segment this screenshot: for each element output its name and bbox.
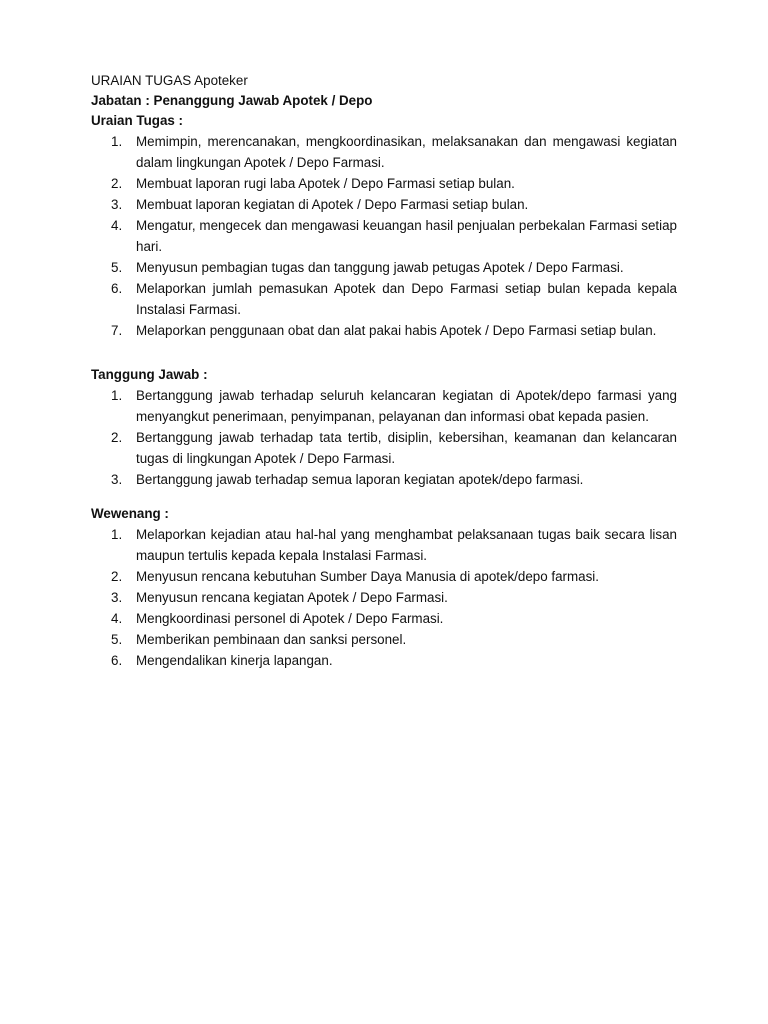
item-number: 3. xyxy=(111,472,123,487)
list-item xyxy=(91,320,677,341)
list-item xyxy=(91,385,677,427)
item-text: Memimpin, merencanakan, mengkoordinasikan, melaksanakan dan mengawasi kegiatan dalam lingkungan Apotek / Depo Farmasi. xyxy=(136,134,677,170)
item-number: 6. xyxy=(111,653,123,668)
item-text: Mengkoordinasi personel di Apotek / Depo Farmasi. xyxy=(136,611,444,626)
item-text: Memberikan pembinaan dan sanksi personel. xyxy=(136,632,407,647)
item-text: Melaporkan penggunaan obat dan alat pakai habis Apotek / Depo Farmasi setiap bulan. xyxy=(136,323,657,338)
item-number: 1. xyxy=(111,527,123,542)
duties-list xyxy=(91,131,677,341)
item-text: Bertanggung jawab terhadap tata tertib, disiplin, kebersihan, keamanan dan kelancaran tugas di lingkungan Apotek / Depo Farmasi. xyxy=(136,430,677,466)
item-number: 2. xyxy=(111,569,123,584)
list-item xyxy=(91,173,677,194)
item-text: Melaporkan jumlah pemasukan Apotek dan Depo Farmasi setiap bulan kepada kepala Instalasi Farmasi. xyxy=(136,281,677,317)
item-text: Melaporkan kejadian atau hal-hal yang menghambat pelaksanaan tugas baik secara lisan maupun tertulis kepada kepala Instalasi Farmasi. xyxy=(136,527,677,563)
list-item xyxy=(91,257,677,278)
list-item xyxy=(91,194,677,215)
item-text: Mengatur, mengecek dan mengawasi keuangan hasil penjualan perbekalan Farmasi setiap hari. xyxy=(136,218,677,254)
item-number: 1. xyxy=(111,388,123,403)
item-text: Bertanggung jawab terhadap semua laporan kegiatan apotek/depo farmasi. xyxy=(136,472,584,487)
list-item xyxy=(91,587,677,608)
duties-heading: Uraian Tugas : xyxy=(91,113,184,128)
item-text: Membuat laporan kegiatan di Apotek / Depo Farmasi setiap bulan. xyxy=(136,197,529,212)
list-item xyxy=(91,427,677,469)
item-text: Menyusun rencana kebutuhan Sumber Daya Manusia di apotek/depo farmasi. xyxy=(136,569,599,584)
item-number: 4. xyxy=(111,218,123,233)
item-text: Bertanggung jawab terhadap seluruh kelancaran kegiatan di Apotek/depo farmasi yang menyangkut penerimaan, penyimpanan, pelayanan dan informasi obat kepada pasien. xyxy=(136,388,677,424)
item-number: 4. xyxy=(111,611,123,626)
document-title xyxy=(91,71,677,91)
position-line: Jabatan : Penanggung Jawab Apotek / Depo xyxy=(91,93,373,108)
list-item xyxy=(91,524,677,566)
spacer xyxy=(91,490,677,504)
list-item xyxy=(91,566,677,587)
list-item xyxy=(91,629,677,650)
list-item xyxy=(91,469,677,490)
spacer xyxy=(91,341,677,365)
list-item xyxy=(91,608,677,629)
item-text: Membuat laporan rugi laba Apotek / Depo Farmasi setiap bulan. xyxy=(136,176,515,191)
item-text: Menyusun pembagian tugas dan tanggung jawab petugas Apotek / Depo Farmasi. xyxy=(136,260,624,275)
item-number: 3. xyxy=(111,197,123,212)
list-item xyxy=(91,215,677,257)
item-text: Mengendalikan kinerja lapangan. xyxy=(136,653,333,668)
item-number: 2. xyxy=(111,430,123,445)
item-number: 6. xyxy=(111,281,123,296)
item-number: 3. xyxy=(111,590,123,605)
item-number: 5. xyxy=(111,260,123,275)
item-number: 2. xyxy=(111,176,123,191)
responsibility-list xyxy=(91,385,677,490)
authority-heading: Wewenang : xyxy=(91,506,169,521)
item-text: Menyusun rencana kegiatan Apotek / Depo Farmasi. xyxy=(136,590,448,605)
responsibility-heading: Tanggung Jawab : xyxy=(91,367,208,382)
title-rest: Apoteker xyxy=(191,73,248,88)
list-item xyxy=(91,650,677,671)
title-prefix: URAIAN TUGAS xyxy=(91,73,192,88)
authority-list xyxy=(91,524,677,671)
item-number: 5. xyxy=(111,632,123,647)
item-number: 1. xyxy=(111,134,123,149)
list-item xyxy=(91,131,677,173)
document-content xyxy=(91,71,677,671)
item-number: 7. xyxy=(111,323,123,338)
list-item xyxy=(91,278,677,320)
